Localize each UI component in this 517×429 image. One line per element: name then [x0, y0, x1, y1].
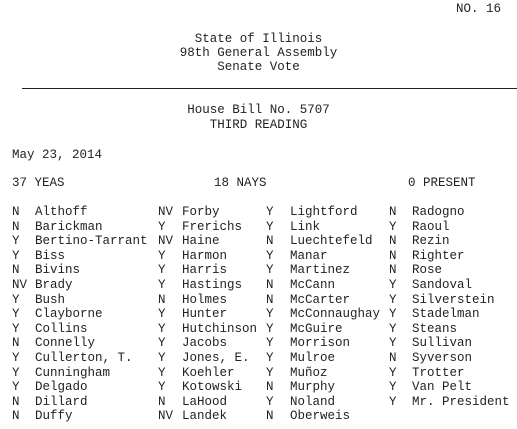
tally-yeas: 37 YEAS [12, 176, 65, 190]
senator-name: Noland [290, 394, 336, 409]
vote-date: May 23, 2014 [12, 148, 103, 162]
senator-name: Koehler [182, 365, 235, 380]
senator-name: Hastings [182, 278, 243, 292]
vote-mark: Y [12, 365, 20, 380]
senator-name: Raoul [412, 219, 450, 234]
senator-name: Haine [182, 234, 220, 249]
senator-name: Kotowski [182, 380, 243, 395]
vote-mark: Y [12, 248, 20, 263]
senator-name: Forby [182, 205, 220, 219]
senator-name: Martinez [290, 263, 351, 278]
vote-mark: Y [158, 351, 166, 365]
vote-mark: Y [266, 205, 274, 219]
vote-mark: N [158, 292, 166, 307]
vote-mark: Y [12, 292, 20, 307]
vote-mark: Y [266, 394, 274, 409]
senator-name: Frerichs [182, 219, 243, 234]
vote-mark: N [389, 234, 397, 249]
senator-name: Bertino-Tarrant [35, 234, 148, 249]
vote-mark: Y [389, 278, 397, 292]
senator-name: Lightford [290, 205, 358, 219]
senator-name: Sullivan [412, 336, 473, 351]
vote-mark: Y [266, 248, 274, 263]
vote-mark: Y [266, 263, 274, 278]
vote-mark: Y [389, 380, 397, 395]
senator-name: McGuire [290, 321, 343, 336]
document-number: NO. 16 [456, 2, 502, 16]
senator-name: Harmon [182, 248, 228, 263]
header-state: State of Illinois [194, 32, 323, 46]
vote-mark: Y [266, 365, 274, 380]
senator-name: Biss [35, 248, 66, 263]
vote-mark: Y [266, 307, 274, 322]
vote-mark: N [389, 351, 397, 365]
vote-mark: Y [389, 336, 397, 351]
vote-mark: Y [389, 394, 397, 409]
vote-mark: Y [266, 219, 274, 234]
vote-mark: Y [158, 278, 166, 292]
bill-title: House Bill No. 5707 [187, 103, 330, 117]
senator-name: Oberweis [290, 409, 351, 424]
vote-mark: N [389, 248, 397, 263]
divider-rule [22, 88, 517, 89]
senator-name: Duffy [35, 409, 73, 424]
senator-name: Mulroe [290, 351, 336, 365]
senator-name: Sandoval [412, 278, 473, 292]
senator-name: Morrison [290, 336, 351, 351]
vote-mark: Y [158, 321, 166, 336]
header-chamber-vote: Senate Vote [217, 60, 300, 74]
senator-name: Muñoz [290, 365, 328, 380]
vote-mark: NV [158, 205, 174, 219]
vote-mark: N [266, 409, 274, 424]
vote-mark: Y [158, 263, 166, 278]
vote-mark: N [266, 292, 274, 307]
senator-name: Bivins [35, 263, 81, 278]
vote-mark: Y [12, 351, 20, 365]
roll-call-list [0, 205, 517, 429]
tally-present: 0 PRESENT [408, 176, 476, 190]
vote-mark: Y [12, 307, 20, 322]
senator-name: Landek [182, 409, 228, 424]
vote-mark: N [12, 205, 20, 219]
senator-name: Rezin [412, 234, 450, 249]
senator-name: Brady [35, 278, 73, 292]
senator-name: Hutchinson [182, 321, 258, 336]
senator-name: Mr. President [412, 394, 510, 409]
vote-mark: N [12, 263, 20, 278]
senator-name: Steans [412, 321, 458, 336]
vote-mark: N [389, 263, 397, 278]
vote-mark: N [12, 394, 20, 409]
vote-mark: Y [266, 351, 274, 365]
senator-name: Dillard [35, 394, 88, 409]
vote-mark: N [266, 278, 274, 292]
vote-mark: Y [389, 307, 397, 322]
vote-mark: Y [158, 248, 166, 263]
senator-name: Trotter [412, 365, 465, 380]
senator-name: Harris [182, 263, 228, 278]
senator-name: McCann [290, 278, 336, 292]
vote-mark: Y [389, 365, 397, 380]
senator-name: Althoff [35, 205, 88, 219]
vote-mark: Y [389, 292, 397, 307]
vote-mark: NV [158, 409, 174, 424]
vote-mark: Y [158, 219, 166, 234]
senator-name: Link [290, 219, 321, 234]
senator-name: Radogno [412, 205, 465, 219]
vote-mark: NV [158, 234, 174, 249]
vote-mark: N [12, 409, 20, 424]
senator-name: Stadelman [412, 307, 480, 322]
vote-mark: N [158, 394, 166, 409]
senator-name: Connelly [35, 336, 96, 351]
senator-name: LaHood [182, 394, 228, 409]
vote-mark: Y [266, 321, 274, 336]
senator-name: Rose [412, 263, 443, 278]
header-assembly: 98th General Assembly [179, 46, 338, 60]
vote-mark: Y [158, 307, 166, 322]
senator-name: Jacobs [182, 336, 228, 351]
vote-mark: N [266, 234, 274, 249]
senator-name: Syverson [412, 351, 473, 365]
senator-name: Clayborne [35, 307, 103, 322]
vote-mark: Y [389, 219, 397, 234]
vote-mark: Y [12, 321, 20, 336]
bill-reading: THIRD READING [209, 118, 308, 132]
senator-name: Holmes [182, 292, 228, 307]
vote-mark: Y [12, 234, 20, 249]
senator-name: Jones, E. [182, 351, 250, 365]
senator-name: Cullerton, T. [35, 351, 133, 365]
vote-mark: Y [12, 380, 20, 395]
senator-name: Bush [35, 292, 66, 307]
vote-mark: Y [389, 321, 397, 336]
senator-name: Manar [290, 248, 328, 263]
senator-name: Cunningham [35, 365, 111, 380]
senator-name: Righter [412, 248, 465, 263]
senator-name: McConnaughay [290, 307, 381, 322]
senator-name: Van Pelt [412, 380, 473, 395]
senator-name: Murphy [290, 380, 336, 395]
vote-mark: N [266, 380, 274, 395]
senator-name: Hunter [182, 307, 228, 322]
senator-name: McCarter [290, 292, 351, 307]
senator-name: Barickman [35, 219, 103, 234]
vote-mark: NV [12, 278, 28, 292]
senator-name: Luechtefeld [290, 234, 373, 249]
vote-mark: N [12, 219, 20, 234]
senator-name: Collins [35, 321, 88, 336]
vote-mark: Y [266, 336, 274, 351]
vote-mark: N [12, 336, 20, 351]
vote-mark: Y [158, 365, 166, 380]
vote-mark: Y [158, 380, 166, 395]
senator-name: Delgado [35, 380, 88, 395]
tally-nays: 18 NAYS [214, 176, 267, 190]
vote-mark: N [389, 205, 397, 219]
senator-name: Silverstein [412, 292, 495, 307]
vote-mark: Y [158, 336, 166, 351]
